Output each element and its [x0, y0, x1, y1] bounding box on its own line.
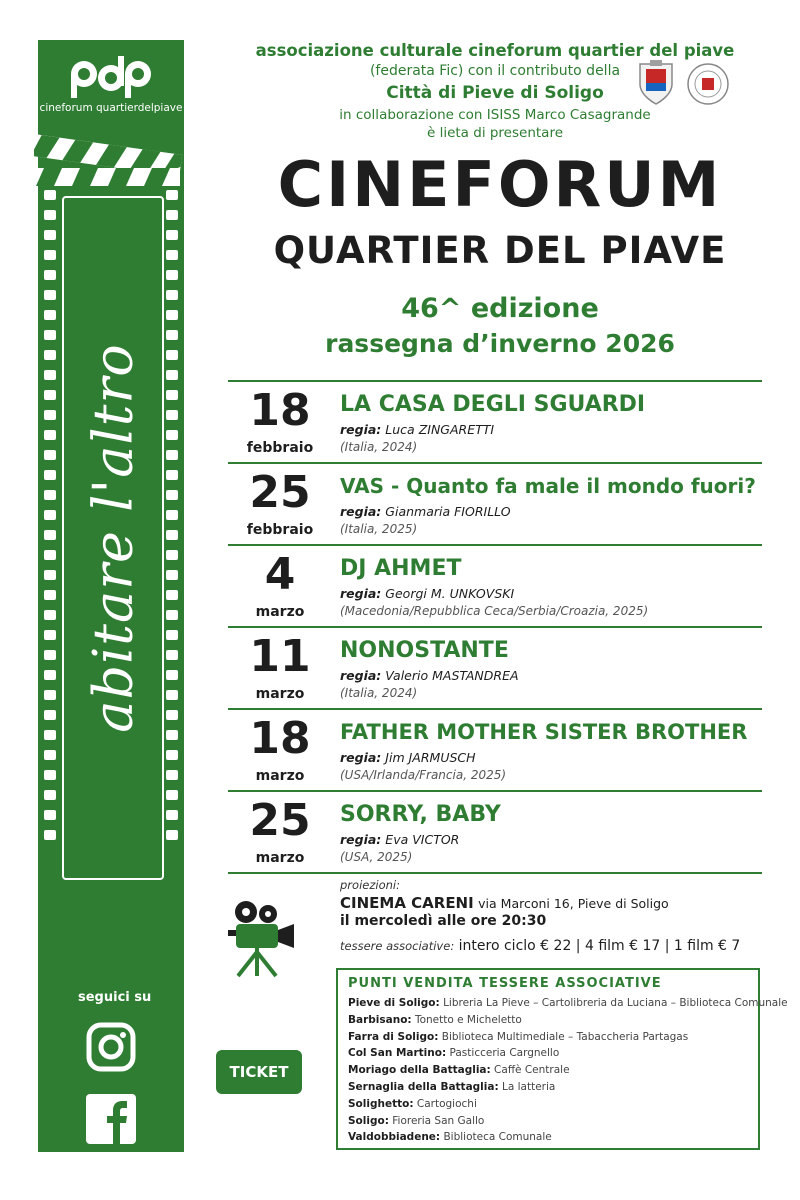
association-name: associazione culturale cineforum quartier del piave	[255, 41, 735, 60]
facebook-icon[interactable]	[86, 1094, 136, 1144]
collaboration-line: in collaborazione con ISISS Marco Casagrande	[339, 107, 651, 123]
screening-month: febbraio	[246, 522, 314, 538]
film-director: regia: Luca ZINGARETTI	[340, 422, 495, 437]
program-row	[228, 626, 762, 708]
film-origin: (Macedonia/Repubblica Ceca/Serbia/Croazia, 2025)	[340, 604, 649, 618]
film-director: regia: Georgi M. UNKOVSKI	[340, 586, 515, 601]
film-origin: (Italia, 2024)	[340, 440, 418, 454]
season: rassegna d’inverno 2026	[325, 329, 675, 358]
point-of-sale: Valdobbiadene: Biblioteca Comunale	[348, 1131, 552, 1144]
movie-camera-icon	[224, 900, 300, 980]
film-strip-banner	[38, 40, 184, 1152]
screening-day: 4	[264, 549, 296, 600]
film-director: regia: Valerio MASTANDREA	[340, 668, 519, 683]
ticket-badge: TICKET	[216, 1050, 302, 1094]
program-list	[228, 380, 762, 874]
point-of-sale: Barbisano: Tonetto e Micheletto	[348, 1013, 522, 1026]
film-reel	[38, 190, 184, 880]
instagram-icon[interactable]	[86, 1022, 136, 1072]
follow-label: seguici su	[78, 990, 152, 1005]
point-of-sale: Moriago della Battaglia: Caffè Centrale	[348, 1064, 570, 1077]
point-of-sale: Solighetto: Cartogiochi	[348, 1097, 477, 1110]
city-name: Città di Pieve di Soligo	[386, 83, 604, 103]
screening-time: il mercoledì alle ore 20:30	[340, 913, 547, 929]
screening-month: marzo	[255, 604, 305, 620]
film-director: regia: Gianmaria FIORILLO	[340, 504, 511, 519]
slogan: abitare l'altro	[81, 343, 145, 733]
film-origin: (USA, 2025)	[340, 850, 413, 864]
point-of-sale: Pieve di Soligo: Libreria La Pieve – Cartolibreria da Luciana – Biblioteca Comunale	[348, 997, 788, 1009]
cinema-location: CINEMA CARENI via Marconi 16, Pieve di Soligo	[340, 894, 669, 912]
screening-day: 25	[249, 795, 311, 846]
points-title: PUNTI VENDITA TESSERE ASSOCIATIVE	[348, 976, 662, 991]
screening-day: 18	[249, 713, 311, 764]
screening-month: marzo	[255, 768, 305, 784]
program-row	[228, 462, 762, 544]
point-of-sale: Col San Martino: Pasticceria Cargnello	[348, 1047, 560, 1060]
point-of-sale: Soligo: Fioreria San Gallo	[348, 1114, 485, 1127]
film-title: VAS - Quanto fa male il mondo fuori?	[340, 474, 756, 498]
qdp-logo-icon	[68, 56, 154, 100]
main-title: CINEFORUM	[277, 148, 723, 221]
clapperboard-icon	[34, 132, 188, 190]
film-origin: (USA/Irlanda/Francia, 2025)	[340, 768, 507, 782]
screening-month: marzo	[255, 850, 305, 866]
film-title: DJ AHMET	[340, 556, 462, 581]
film-origin: (Italia, 2024)	[340, 686, 418, 700]
film-perforations-left	[44, 190, 58, 850]
screening-day: 25	[249, 467, 311, 518]
film-frame	[62, 196, 164, 880]
film-director: regia: Jim JARMUSCH	[340, 750, 476, 765]
film-director: regia: Eva VICTOR	[340, 832, 460, 847]
film-title: FATHER MOTHER SISTER BROTHER	[340, 720, 748, 744]
federation-line: (federata Fic) con il contributo della	[369, 63, 621, 79]
points-of-sale-box	[336, 968, 788, 1150]
program-row	[228, 380, 762, 462]
logo-caption: cineforum quartierdelpiave	[39, 102, 183, 114]
film-title: NONOSTANTE	[340, 638, 509, 663]
screenings-label: proiezioni:	[340, 878, 400, 892]
screening-day: 18	[249, 385, 311, 436]
point-of-sale: Farra di Soligo: Biblioteca Multimediale – Tabaccheria Partagas	[348, 1030, 689, 1043]
presents-line: è lieta di presentare	[426, 125, 564, 141]
program-row	[228, 790, 762, 874]
film-origin: (Italia, 2025)	[340, 522, 418, 536]
film-title: SORRY, BABY	[340, 802, 501, 827]
institution-crests-icon	[636, 60, 732, 110]
program-row	[228, 544, 762, 626]
point-of-sale: Sernaglia della Battaglia: La latteria	[348, 1080, 556, 1093]
screening-month: febbraio	[246, 440, 314, 456]
film-title: LA CASA DEGLI SGUARDI	[340, 392, 646, 417]
edition: 46^ edizione	[401, 293, 599, 324]
program-row	[228, 708, 762, 790]
screening-day: 11	[249, 631, 311, 682]
screening-info	[340, 878, 780, 954]
main-subtitle: QUARTIER DEL PIAVE	[273, 229, 727, 272]
logo	[38, 40, 184, 124]
screening-month: marzo	[255, 686, 305, 702]
film-perforations-right	[166, 190, 180, 850]
membership-prices: tessere associative: intero ciclo € 22 | 4 film € 17 | 1 film € 7	[340, 938, 741, 954]
